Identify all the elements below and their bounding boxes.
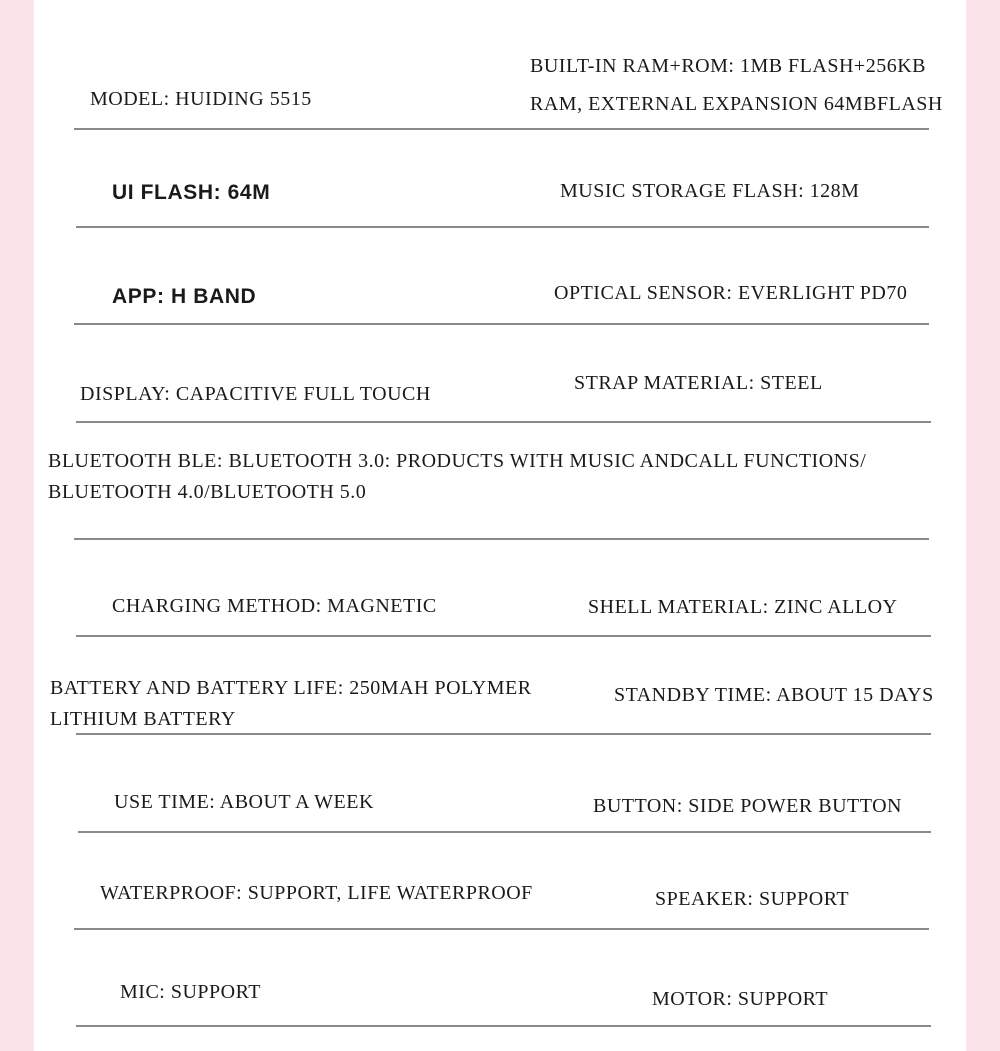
row-divider [78, 831, 931, 833]
row-divider [76, 635, 931, 637]
spec-ui-flash: UI FLASH: 64M [112, 181, 271, 204]
spec-bluetooth [48, 446, 948, 508]
right-pink-border [966, 0, 1000, 1051]
row-divider [74, 128, 929, 130]
row-divider [76, 226, 929, 228]
row-divider [76, 1025, 931, 1027]
spec-battery-line-1: BATTERY AND BATTERY LIFE: 250MAH POLYMER [50, 677, 532, 699]
row-divider [74, 323, 929, 325]
spec-waterproof: WATERPROOF: SUPPORT, LIFE WATERPROOF [100, 882, 533, 904]
spec-ram-rom [530, 51, 950, 120]
spec-button: BUTTON: SIDE POWER BUTTON [593, 795, 902, 817]
spec-model: MODEL: HUIDING 5515 [90, 88, 312, 110]
row-divider [74, 538, 929, 540]
spec-app: APP: H BAND [112, 285, 257, 308]
spec-shell-material: SHELL MATERIAL: ZINC ALLOY [588, 596, 898, 618]
spec-motor: MOTOR: SUPPORT [652, 988, 829, 1010]
spec-speaker: SPEAKER: SUPPORT [655, 888, 850, 910]
spec-charging-method: CHARGING METHOD: MAGNETIC [112, 595, 437, 617]
spec-use-time: USE TIME: ABOUT A WEEK [114, 791, 374, 813]
spec-ram-rom-line-2: RAM, EXTERNAL EXPANSION 64MBFLASH [530, 93, 943, 115]
spec-bluetooth-line-2: BLUETOOTH 4.0/BLUETOOTH 5.0 [48, 481, 367, 503]
row-divider [74, 928, 929, 930]
spec-ram-rom-line-1: BUILT-IN RAM+ROM: 1MB FLASH+256KB [530, 55, 926, 77]
left-pink-border [0, 0, 34, 1051]
spec-music-storage: MUSIC STORAGE FLASH: 128M [560, 180, 860, 202]
spec-mic: MIC: SUPPORT [120, 981, 261, 1003]
spec-standby-time: STANDBY TIME: ABOUT 15 DAYS [614, 684, 934, 706]
spec-battery [50, 673, 570, 735]
spec-optical-sensor: OPTICAL SENSOR: EVERLIGHT PD70 [554, 282, 908, 304]
row-divider [76, 421, 931, 423]
spec-display: DISPLAY: CAPACITIVE FULL TOUCH [80, 383, 431, 405]
spec-bluetooth-line-1: BLUETOOTH BLE: BLUETOOTH 3.0: PRODUCTS WITH MUSIC ANDCALL FUNCTIONS/ [48, 450, 867, 472]
row-divider [76, 733, 931, 735]
spec-strap-material: STRAP MATERIAL: STEEL [574, 372, 823, 394]
spec-battery-line-2: LITHIUM BATTERY [50, 708, 236, 730]
